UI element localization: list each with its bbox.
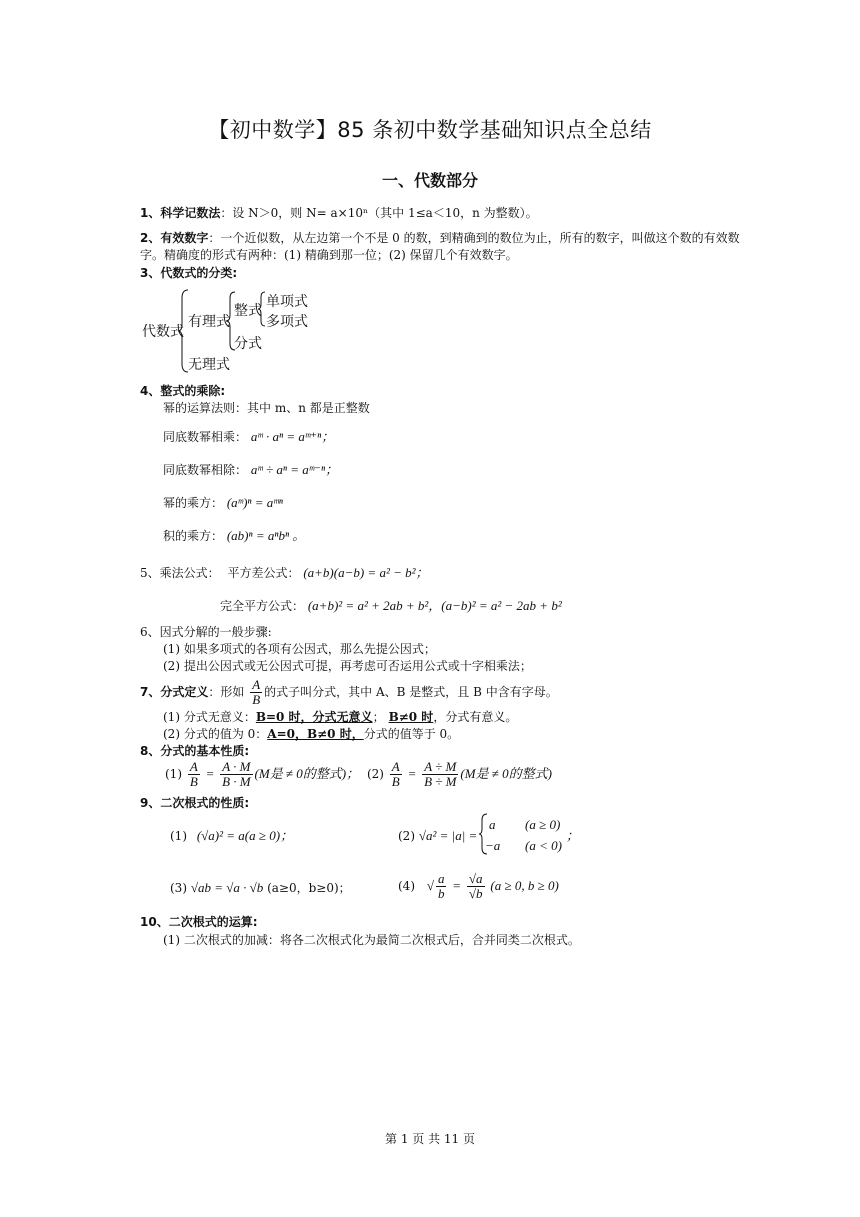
- fraction-denominator: b: [437, 886, 445, 901]
- formula-line: [220, 597, 562, 615]
- item-text: ：形如: [208, 685, 245, 699]
- property-number: (2): [366, 767, 384, 781]
- item-text: ：设 N＞0，则 N= a×10ⁿ（其中 1≤a＜10，n 为整数）。: [220, 206, 538, 220]
- item-text: 字。精确度的形式有两种：(1) 精确到那一位；(2) 保留几个有效数字。: [140, 248, 518, 262]
- property-number: (4): [398, 879, 415, 893]
- document-title: 【初中数学】85 条初中数学基础知识点全总结: [208, 118, 652, 142]
- item-heading: 9、二次根式的性质:: [140, 796, 250, 810]
- tree-irrational: 无理式: [188, 357, 230, 373]
- item-significant-figures: [140, 230, 740, 247]
- formula-line: [163, 428, 334, 446]
- case-value: −a: [485, 838, 501, 853]
- formula-line: [398, 827, 477, 845]
- item-text: ；: [372, 710, 385, 724]
- item-text: (2) 分式的值为 0：: [163, 727, 268, 741]
- formula: aᵐ · aⁿ = aᵐ⁺ⁿ；: [250, 429, 335, 444]
- property-number: (1): [170, 829, 187, 843]
- tree-root: 代数式: [142, 324, 184, 340]
- formula-condition: (M是 ≠ 0的整式)；: [254, 766, 360, 781]
- item-text: (1) 分式无意义：: [163, 710, 256, 724]
- formula-line: [140, 564, 429, 582]
- item-text: 分式的值等于 0。: [363, 727, 460, 741]
- emphasis-text: A=0，B≠0 时，: [267, 727, 364, 741]
- item-heading: 1、科学记数法: [140, 206, 221, 220]
- fraction: [422, 760, 458, 789]
- formula-condition: (M是 ≠ 0的整式): [460, 766, 552, 781]
- fraction-numerator: A · M: [222, 759, 251, 774]
- tree-rational: 有理式: [188, 314, 230, 330]
- property-number: (1): [165, 767, 182, 781]
- formula-label: 积的乘方：: [163, 529, 224, 543]
- tree-fractional: 分式: [234, 336, 262, 352]
- item-scientific-notation: [140, 205, 538, 222]
- formula: (√a)² = a(a ≥ 0)；: [196, 828, 294, 843]
- fraction: [220, 760, 252, 789]
- formula-line: [170, 879, 351, 897]
- section-title: 一、代数部分: [381, 171, 478, 190]
- fraction: [250, 678, 262, 707]
- fraction: [436, 872, 447, 901]
- fraction-numerator: A: [189, 759, 198, 774]
- formula: aᵐ ÷ aⁿ = aᵐ⁻ⁿ；: [250, 462, 339, 477]
- fraction-denominator: B · M: [222, 774, 251, 789]
- item-text-line: [163, 726, 459, 743]
- item-heading: 2、有效数字: [140, 231, 209, 245]
- formula-line: (1) $\frac{A}{B}$ = $\frac{A \cdot M}{B \cdot M}$ (M是 ≠ 0的整式)； (2) $\frac{A}{B}$ = $\frac{A \div M}{B \div M}$ (M是 ≠ 0的整式): [165, 759, 552, 789]
- item-text-line: [163, 709, 517, 726]
- item-heading: 3、代数式的分类:: [140, 266, 238, 280]
- item-text: (1) 如果多项式的各项有公因式，那么先提公因式；: [163, 642, 436, 656]
- item-text: ：一个近似数，从左边第一个不是 0 的数，到精确到的数位为止，所有的数字，叫做这个数的有效数: [208, 231, 740, 245]
- property-number: (2): [398, 829, 415, 843]
- item-text: 的式子叫分式，其中 A、B 是整式，且 B 中含有字母。: [264, 685, 558, 699]
- item-text: ，分式有意义。: [433, 710, 518, 724]
- formula-line: [163, 494, 283, 512]
- fraction-numerator: A: [391, 759, 400, 774]
- fraction: [188, 760, 200, 789]
- item-fraction-definition: [140, 678, 558, 707]
- fraction-numerator: a: [437, 871, 445, 886]
- formula-line: [170, 827, 293, 845]
- fraction-numerator: √a: [468, 871, 483, 886]
- fraction-denominator: √b: [468, 886, 483, 901]
- formula-label: 同底数幂相除：: [163, 463, 248, 477]
- item-heading: 8、分式的基本性质:: [140, 744, 250, 758]
- fraction-numerator: A: [252, 677, 261, 692]
- formula-label: 平方差公式：: [227, 566, 300, 580]
- case-condition: (a < 0): [525, 838, 562, 853]
- emphasis-text: B≠0 时: [388, 710, 434, 724]
- item-heading: 4、整式的乘除:: [140, 384, 226, 398]
- formula: √ab = √a · √b: [190, 880, 264, 895]
- fraction: [390, 760, 402, 789]
- formula-line: [163, 527, 305, 545]
- item-text: (1) 二次根式的加减：将各二次根式化为最简二次根式后，合并同类二次根式。: [163, 933, 580, 947]
- fraction-numerator: A ÷ M: [424, 759, 457, 774]
- formula: (a+b)² = a² + 2ab + b²，(a−b)² = a² − 2ab + b²: [307, 598, 562, 613]
- formula: (ab)ⁿ = aⁿbⁿ 。: [226, 528, 306, 543]
- formula-label: 幂的乘方：: [163, 496, 224, 510]
- tree-integral: 整式: [234, 303, 262, 319]
- formula-line: [163, 461, 338, 479]
- item-heading: 5、乘法公式：: [140, 566, 220, 580]
- item-heading: 7、分式定义: [140, 685, 209, 699]
- fraction-denominator: B: [189, 774, 198, 789]
- tree-monomial: 单项式: [266, 294, 308, 310]
- item-heading: 6、因式分解的一般步骤:: [140, 625, 272, 639]
- emphasis-text: B=0 时，分式无意义: [255, 710, 373, 724]
- formula: (a+b)(a−b) = a² − b²；: [303, 565, 429, 580]
- formula-condition: (a≥0，b≥0)；: [267, 881, 351, 895]
- fraction-denominator: B: [391, 774, 400, 789]
- fraction-denominator: B ÷ M: [424, 774, 457, 789]
- item-heading: 10、二次根式的运算:: [140, 915, 258, 929]
- tree-polynomial: 多项式: [266, 314, 308, 330]
- case-value: a: [489, 817, 496, 832]
- formula-label: 同底数幂相乘：: [163, 430, 248, 444]
- fraction-denominator: B: [252, 692, 261, 707]
- item-text: 幂的运算法则：其中 m、n 都是正整数: [163, 401, 370, 415]
- formula-condition: (a ≥ 0, b ≥ 0): [490, 878, 559, 893]
- page-footer: 第 1 页 共 11 页: [385, 1132, 475, 1146]
- fraction: [467, 872, 485, 901]
- formula-line: (4) √ $\frac{a}{b}$ = $\frac{√a}{√b}$ (a ≥ 0, b ≥ 0): [398, 871, 559, 901]
- item-text: (2) 提出公因式或无公因式可提，再考虑可否运用公式或十字相乘法；: [163, 659, 532, 673]
- formula-end: ；: [566, 828, 580, 843]
- formula: √a² = |a| =: [418, 828, 478, 843]
- case-condition: (a ≥ 0): [525, 817, 561, 832]
- property-number: (3): [170, 881, 187, 895]
- formula: (aᵐ)ⁿ = aᵐⁿ: [226, 495, 283, 510]
- formula-label: 完全平方公式：: [220, 599, 305, 613]
